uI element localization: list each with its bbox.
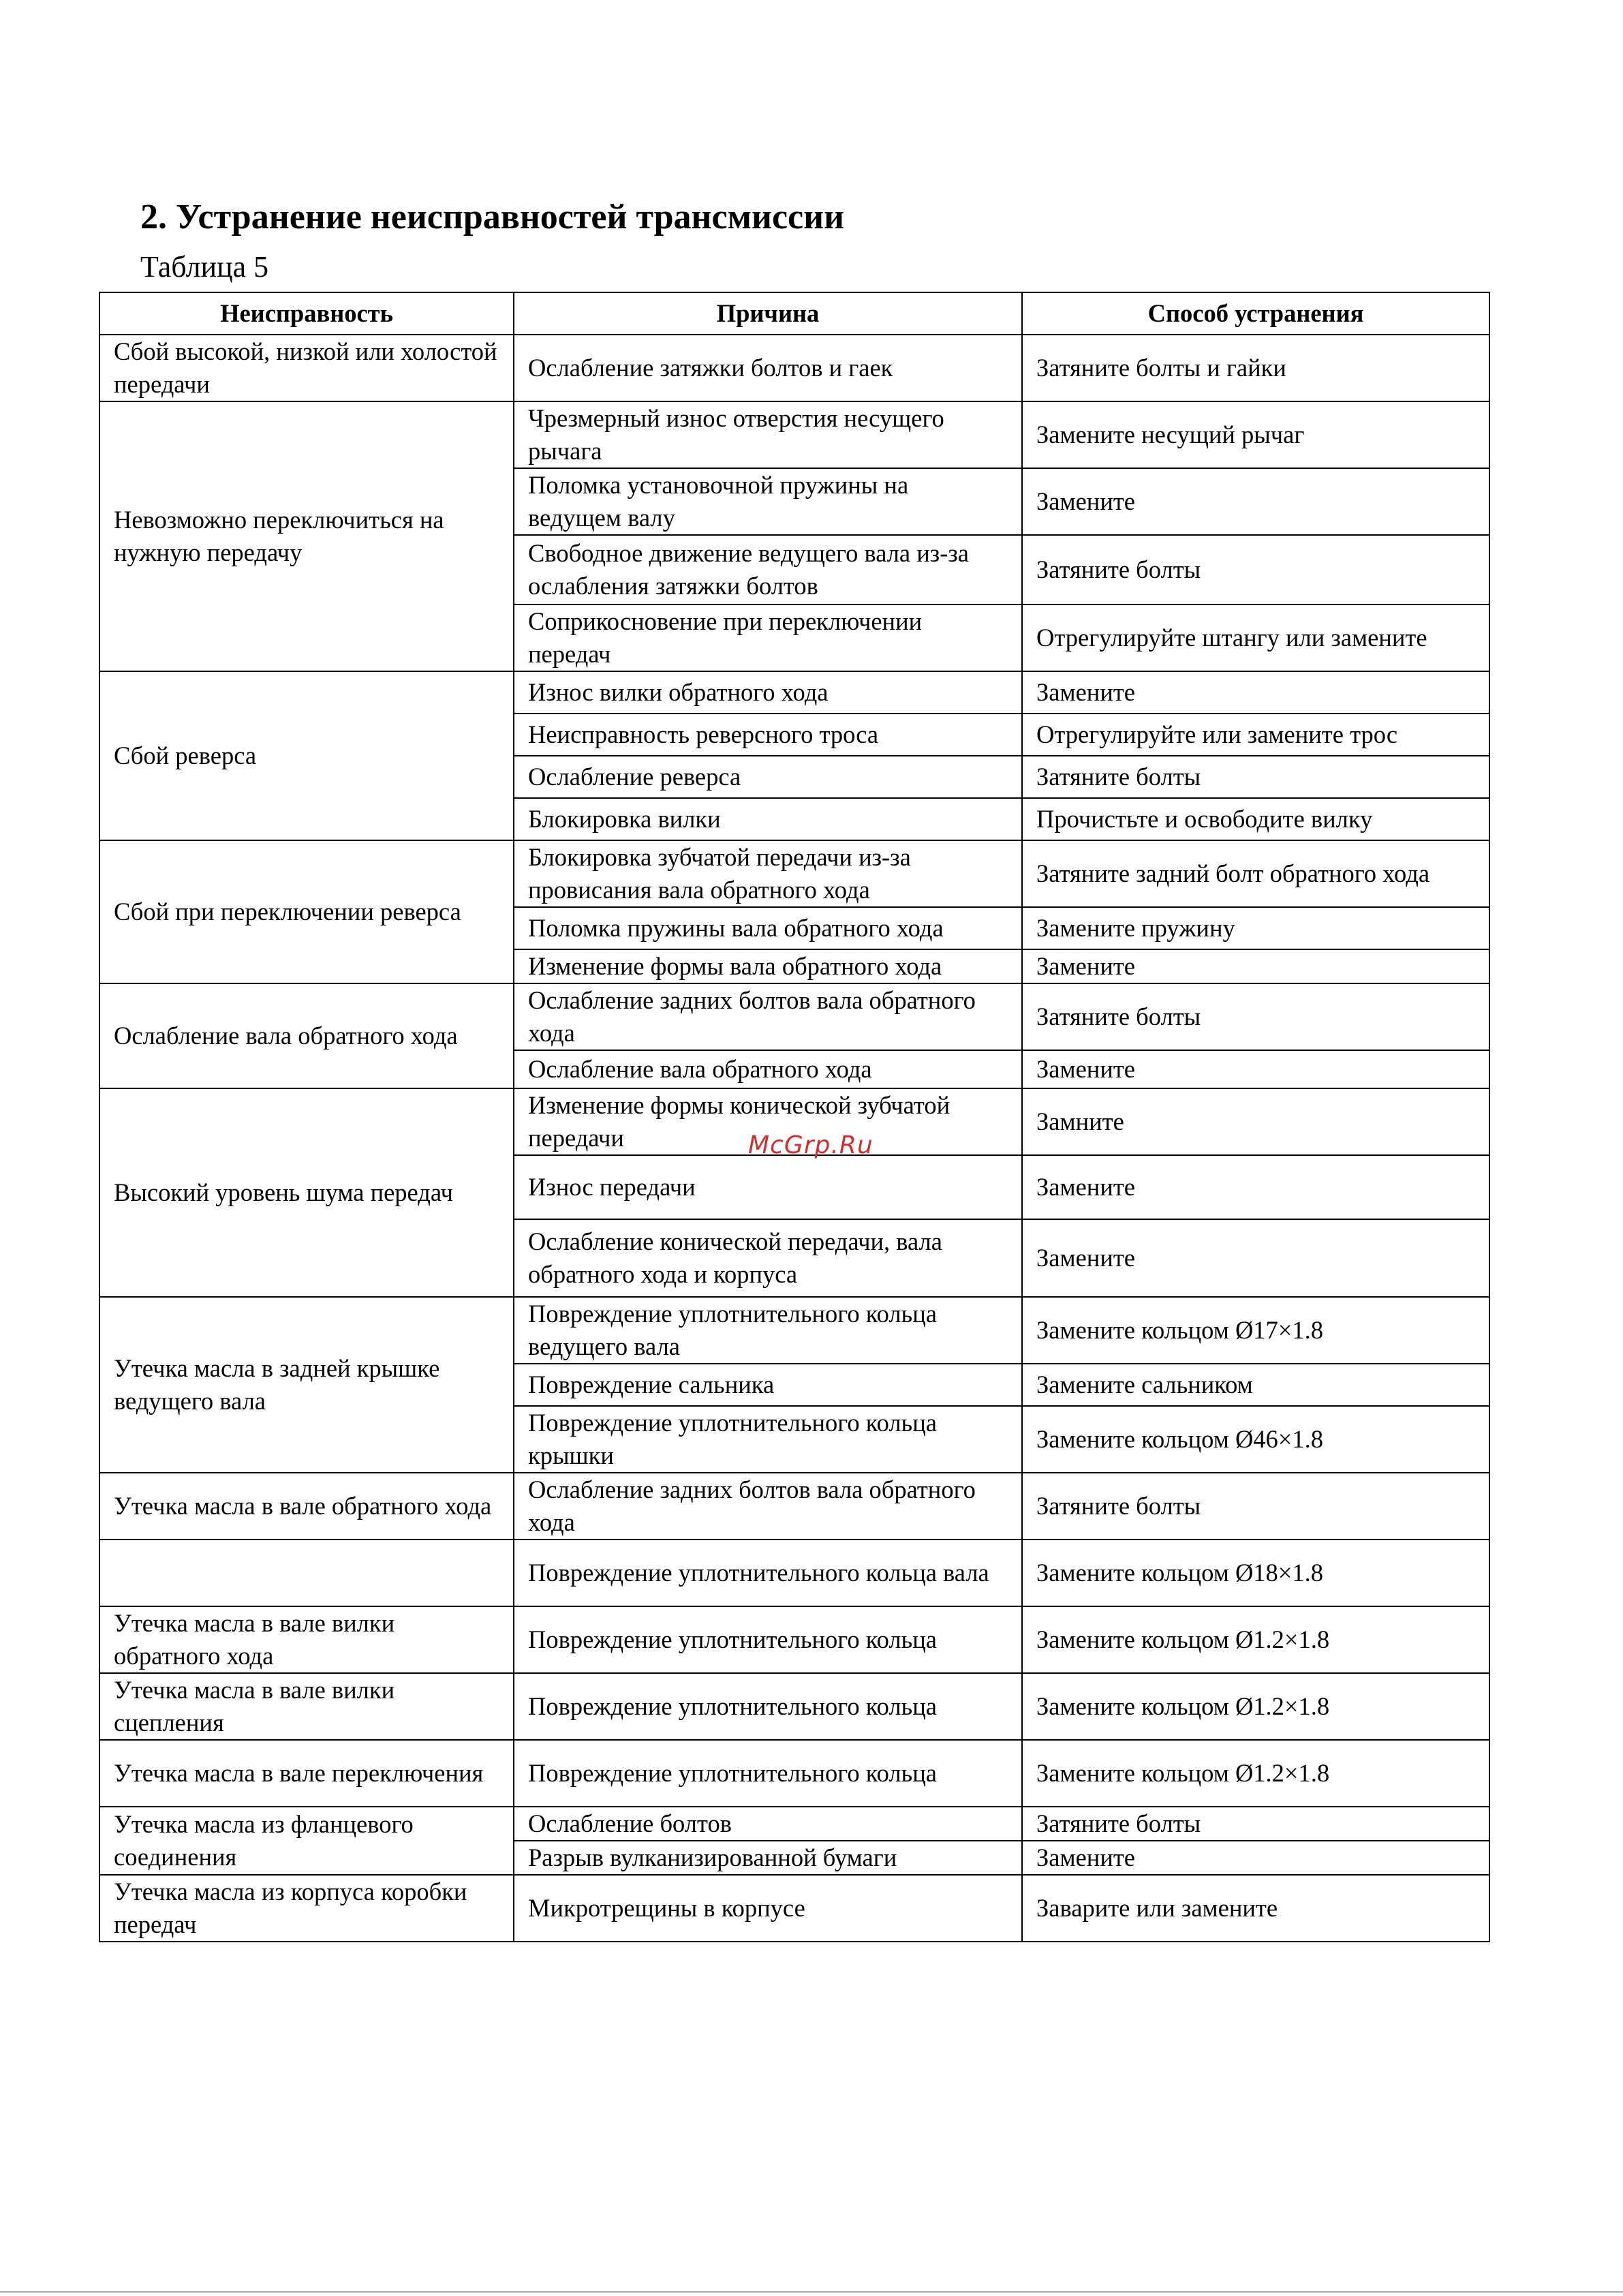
fix-cell: Затяните задний болт обратного хода bbox=[1022, 840, 1489, 907]
cause-cell: Повреждение уплотнительного кольца крышки bbox=[514, 1406, 1022, 1473]
fix-cell: Затяните болты bbox=[1022, 1473, 1489, 1540]
cause-cell: Ослабление задних болтов вала обратного хода bbox=[514, 1473, 1022, 1540]
cause-cell: Неисправность реверсного троса bbox=[514, 714, 1022, 756]
fix-cell: Замените bbox=[1022, 1155, 1489, 1219]
fix-cell: Замените bbox=[1022, 1219, 1489, 1297]
cause-cell: Повреждение уплотнительного кольца ведущего вала bbox=[514, 1297, 1022, 1364]
fix-cell: Заварите или замените bbox=[1022, 1875, 1489, 1942]
page-bottom-border bbox=[0, 2291, 1623, 2293]
table-header-row bbox=[99, 292, 1489, 335]
table-row bbox=[99, 1473, 1489, 1540]
fault-cell: Ослабление вала обратного хода bbox=[99, 983, 514, 1088]
page-title: 2. Устранение неисправностей трансмиссии bbox=[140, 198, 845, 236]
table-caption: Таблица 5 bbox=[140, 250, 269, 284]
fix-cell: Замените bbox=[1022, 468, 1489, 535]
fix-cell: Отрегулируйте штангу или замените bbox=[1022, 604, 1489, 671]
header-cause: Причина bbox=[514, 292, 1022, 335]
fault-cell: Высокий уровень шума передач bbox=[99, 1088, 514, 1297]
fault-cell: Утечка масла в вале обратного хода bbox=[99, 1473, 514, 1540]
fix-cell: Замените bbox=[1022, 949, 1489, 983]
fault-cell: Утечка масла из корпуса коробки передач bbox=[99, 1875, 514, 1942]
watermark: McGrp.Ru bbox=[748, 1131, 874, 1159]
fix-cell: Замените bbox=[1022, 1050, 1489, 1088]
fix-cell: Замените пружину bbox=[1022, 907, 1489, 949]
table-row bbox=[99, 1740, 1489, 1807]
cause-cell: Ослабление задних болтов вала обратного хода bbox=[514, 983, 1022, 1050]
fault-cell: Сбой при переключении реверса bbox=[99, 840, 514, 983]
cause-cell: Ослабление вала обратного хода bbox=[514, 1050, 1022, 1088]
fix-cell: Замените bbox=[1022, 1841, 1489, 1875]
fix-cell: Затяните болты bbox=[1022, 756, 1489, 798]
cause-cell: Разрыв вулканизированной бумаги bbox=[514, 1841, 1022, 1875]
fix-cell: Замените кольцом Ø46×1.8 bbox=[1022, 1406, 1489, 1473]
fault-cell: Утечка масла в вале переключения bbox=[99, 1740, 514, 1807]
fault-cell: Невозможно переключиться на нужную передачу bbox=[99, 401, 514, 671]
cause-cell: Повреждение уплотнительного кольца bbox=[514, 1740, 1022, 1807]
fix-cell: Затяните болты bbox=[1022, 535, 1489, 604]
cause-cell: Микротрещины в корпусе bbox=[514, 1875, 1022, 1942]
fault-cell: Сбой реверса bbox=[99, 671, 514, 840]
fault-cell: Утечка масла в вале вилки сцепления bbox=[99, 1673, 514, 1740]
cause-cell: Износ передачи bbox=[514, 1155, 1022, 1219]
header-fix: Способ устранения bbox=[1022, 292, 1489, 335]
table-row bbox=[99, 401, 1489, 468]
table-row bbox=[99, 1875, 1489, 1942]
fix-cell: Замените несущий рычаг bbox=[1022, 401, 1489, 468]
cause-cell: Износ вилки обратного хода bbox=[514, 671, 1022, 714]
cause-cell: Повреждение уплотнительного кольца вала bbox=[514, 1540, 1022, 1606]
fix-cell: Замените сальником bbox=[1022, 1364, 1489, 1406]
cause-cell: Ослабление затяжки болтов и гаек bbox=[514, 335, 1022, 401]
fix-cell: Затяните болты bbox=[1022, 983, 1489, 1050]
table-row bbox=[99, 983, 1489, 1050]
fault-cell: Утечка масла в вале вилки обратного хода bbox=[99, 1606, 514, 1673]
fault-cell: Сбой высокой, низкой или холостой передачи bbox=[99, 335, 514, 401]
cause-cell: Повреждение уплотнительного кольца bbox=[514, 1606, 1022, 1673]
cause-cell: Ослабление болтов bbox=[514, 1807, 1022, 1841]
fix-cell: Затяните болты и гайки bbox=[1022, 335, 1489, 401]
fix-cell: Отрегулируйте или замените трос bbox=[1022, 714, 1489, 756]
cause-cell: Соприкосновение при переключении передач bbox=[514, 604, 1022, 671]
troubleshooting-table bbox=[99, 292, 1490, 1942]
cause-cell: Поломка установочной пружины на ведущем валу bbox=[514, 468, 1022, 535]
cause-cell: Повреждение уплотнительного кольца bbox=[514, 1673, 1022, 1740]
fix-cell: Замените кольцом Ø18×1.8 bbox=[1022, 1540, 1489, 1606]
table-row bbox=[99, 1673, 1489, 1740]
cause-cell: Блокировка вилки bbox=[514, 798, 1022, 840]
cause-cell: Свободное движение ведущего вала из-за ослабления затяжки болтов bbox=[514, 535, 1022, 604]
cause-cell: Ослабление реверса bbox=[514, 756, 1022, 798]
cause-cell: Изменение формы конической зубчатой передачи bbox=[514, 1088, 1022, 1155]
fault-cell: Утечка масла из фланцевого соединения bbox=[99, 1807, 514, 1875]
fault-cell bbox=[99, 1540, 514, 1606]
cause-cell: Поломка пружины вала обратного хода bbox=[514, 907, 1022, 949]
table-row bbox=[99, 335, 1489, 401]
fault-cell: Утечка масла в задней крышке ведущего вала bbox=[99, 1297, 514, 1473]
table-row bbox=[99, 1540, 1489, 1606]
fix-cell: Затяните болты bbox=[1022, 1807, 1489, 1841]
fix-cell: Замените кольцом Ø1.2×1.8 bbox=[1022, 1673, 1489, 1740]
cause-cell: Блокировка зубчатой передачи из-за провисания вала обратного хода bbox=[514, 840, 1022, 907]
table-row bbox=[99, 840, 1489, 907]
fix-cell: Замените кольцом Ø1.2×1.8 bbox=[1022, 1740, 1489, 1807]
table-row bbox=[99, 1297, 1489, 1364]
header-fault: Неисправность bbox=[99, 292, 514, 335]
fix-cell: Замените bbox=[1022, 671, 1489, 714]
cause-cell: Повреждение сальника bbox=[514, 1364, 1022, 1406]
fix-cell: Замените кольцом Ø17×1.8 bbox=[1022, 1297, 1489, 1364]
fix-cell: Прочистьте и освободите вилку bbox=[1022, 798, 1489, 840]
table-row bbox=[99, 671, 1489, 714]
table-row bbox=[99, 1606, 1489, 1673]
cause-cell: Ослабление конической передачи, вала обратного хода и корпуса bbox=[514, 1219, 1022, 1297]
table-row bbox=[99, 1807, 1489, 1841]
cause-cell: Чрезмерный износ отверстия несущего рычага bbox=[514, 401, 1022, 468]
fix-cell: Замните bbox=[1022, 1088, 1489, 1155]
cause-cell: Изменение формы вала обратного хода bbox=[514, 949, 1022, 983]
fix-cell: Замените кольцом Ø1.2×1.8 bbox=[1022, 1606, 1489, 1673]
